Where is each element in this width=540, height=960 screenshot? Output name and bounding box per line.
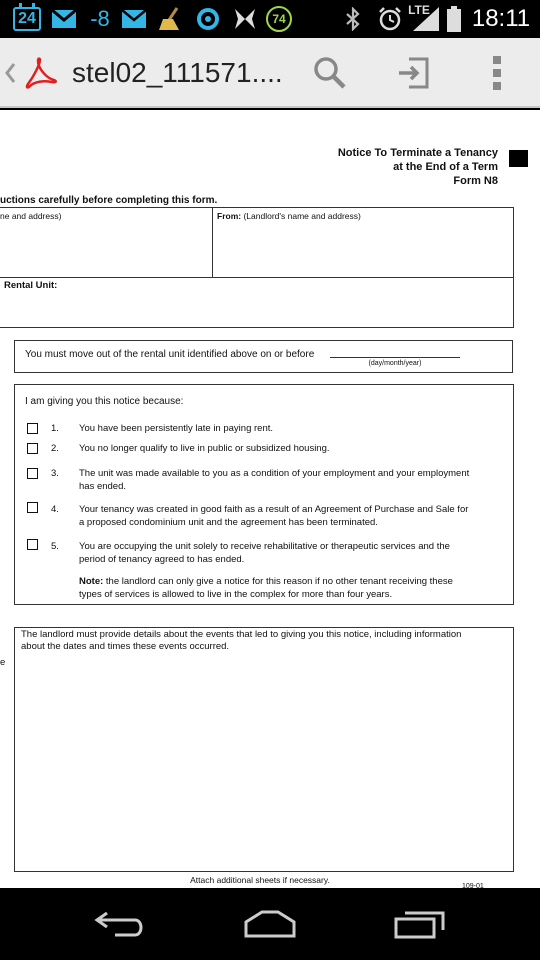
rental-divider bbox=[0, 277, 514, 278]
pdf-page[interactable] bbox=[0, 110, 540, 888]
reason-4-text-line2: a proposed condominium unit and the agreement has been terminated. bbox=[79, 517, 378, 528]
page-code: 109-01 bbox=[462, 883, 484, 888]
black-marker bbox=[509, 150, 528, 167]
home-icon bbox=[242, 909, 298, 939]
reasons-box bbox=[14, 384, 514, 605]
pdf-app-icon[interactable] bbox=[24, 38, 62, 108]
reason-4-number: 4. bbox=[51, 504, 59, 515]
reason-5-text-line1: You are occupying the unit solely to receive rehabilitative or therapeutic services and the bbox=[79, 541, 450, 552]
note-line1 bbox=[79, 576, 509, 587]
reason-4-text-line1: Your tenancy was created in good faith as a result of an Agreement of Purchase and Sale for bbox=[79, 504, 469, 515]
gmail-icon bbox=[50, 0, 78, 38]
reason-4-checkbox[interactable] bbox=[27, 502, 38, 513]
reasons-intro: I am giving you this notice because: bbox=[25, 396, 184, 407]
margin-letter: e bbox=[0, 657, 6, 668]
date-hint: (day/month/year) bbox=[368, 360, 422, 367]
reason-5-number: 5. bbox=[51, 541, 59, 552]
reason-1-checkbox[interactable] bbox=[27, 423, 38, 434]
from-sublabel: (Landlord's name and address) bbox=[243, 211, 361, 221]
form-title-line2: at the End of a Term bbox=[393, 161, 498, 173]
reason-5-checkbox[interactable] bbox=[27, 539, 38, 550]
address-box bbox=[0, 207, 514, 328]
details-box[interactable] bbox=[14, 627, 514, 872]
butterfly-icon bbox=[230, 0, 260, 38]
recent-apps-button[interactable] bbox=[380, 888, 460, 960]
back-arrow-icon bbox=[93, 909, 147, 939]
broom-icon bbox=[156, 0, 186, 38]
instructions-text: uctions carefully before completing this form. bbox=[0, 195, 218, 206]
date-field-line[interactable] bbox=[330, 357, 460, 358]
to-label: ne and address) bbox=[0, 211, 62, 221]
form-title-line1: Notice To Terminate a Tenancy bbox=[337, 147, 498, 159]
attach-note: Attach additional sheets if necessary. bbox=[190, 875, 330, 885]
details-text-line1: The landlord must provide details about the events that led to giving you this notice, including information bbox=[21, 629, 462, 640]
reason-2-number: 2. bbox=[51, 443, 59, 454]
search-icon[interactable] bbox=[308, 38, 352, 108]
temperature-text: -8 bbox=[90, 6, 110, 31]
details-text-line2: about the dates and times these events occurred. bbox=[21, 641, 230, 652]
back-button[interactable] bbox=[80, 888, 160, 960]
note-label: Note: bbox=[79, 576, 104, 587]
navigation-bar bbox=[0, 888, 540, 960]
alarm-icon bbox=[376, 0, 404, 38]
battery-icon bbox=[444, 0, 464, 38]
reason-5-text-line2: period of tenancy agreed to has ended. bbox=[79, 554, 245, 565]
status-bar bbox=[0, 0, 540, 38]
bluetooth-icon bbox=[342, 0, 364, 38]
sync-icon bbox=[194, 0, 222, 38]
battery-badge: 74 bbox=[266, 6, 292, 32]
clock: 18:11 bbox=[471, 5, 531, 32]
note-text-line2: types of services is allowed to live in the complex for more than four years. bbox=[79, 589, 393, 600]
reason-2-checkbox[interactable] bbox=[27, 443, 38, 454]
action-bar bbox=[0, 38, 540, 108]
back-chevron-icon[interactable] bbox=[4, 38, 20, 108]
battery-badge-icon bbox=[264, 0, 294, 38]
share-icon[interactable] bbox=[390, 38, 436, 108]
reason-3-number: 3. bbox=[51, 468, 59, 479]
home-button[interactable] bbox=[230, 888, 310, 960]
network-label: LTE bbox=[408, 3, 430, 17]
document-title: stel02_111571.... bbox=[72, 57, 283, 88]
reason-3-text-line1: The unit was made available to you as a condition of your employment and your employment bbox=[79, 468, 470, 479]
from-label: From: bbox=[217, 211, 242, 221]
note-text-line1: the landlord can only give a notice for this reason if no other tenant receiving these bbox=[105, 576, 453, 587]
calendar-day: 24 bbox=[13, 7, 41, 31]
reason-3-text-line2: has ended. bbox=[79, 481, 127, 492]
form-number: Form N8 bbox=[453, 175, 498, 187]
mail-icon bbox=[120, 0, 148, 38]
recent-apps-icon bbox=[393, 908, 447, 940]
reason-3-checkbox[interactable] bbox=[27, 468, 38, 479]
reason-1-text: You have been persistently late in paying rent. bbox=[79, 423, 274, 434]
overflow-menu-icon[interactable] bbox=[482, 38, 512, 108]
address-divider bbox=[212, 207, 213, 277]
reason-2-text: You no longer qualify to live in public or subsidized housing. bbox=[79, 443, 330, 454]
move-out-text: You must move out of the rental unit identified above on or before bbox=[25, 349, 315, 360]
reason-1-number: 1. bbox=[51, 423, 59, 434]
calendar-icon bbox=[10, 0, 44, 38]
rental-unit-label: Rental Unit: bbox=[4, 280, 58, 291]
